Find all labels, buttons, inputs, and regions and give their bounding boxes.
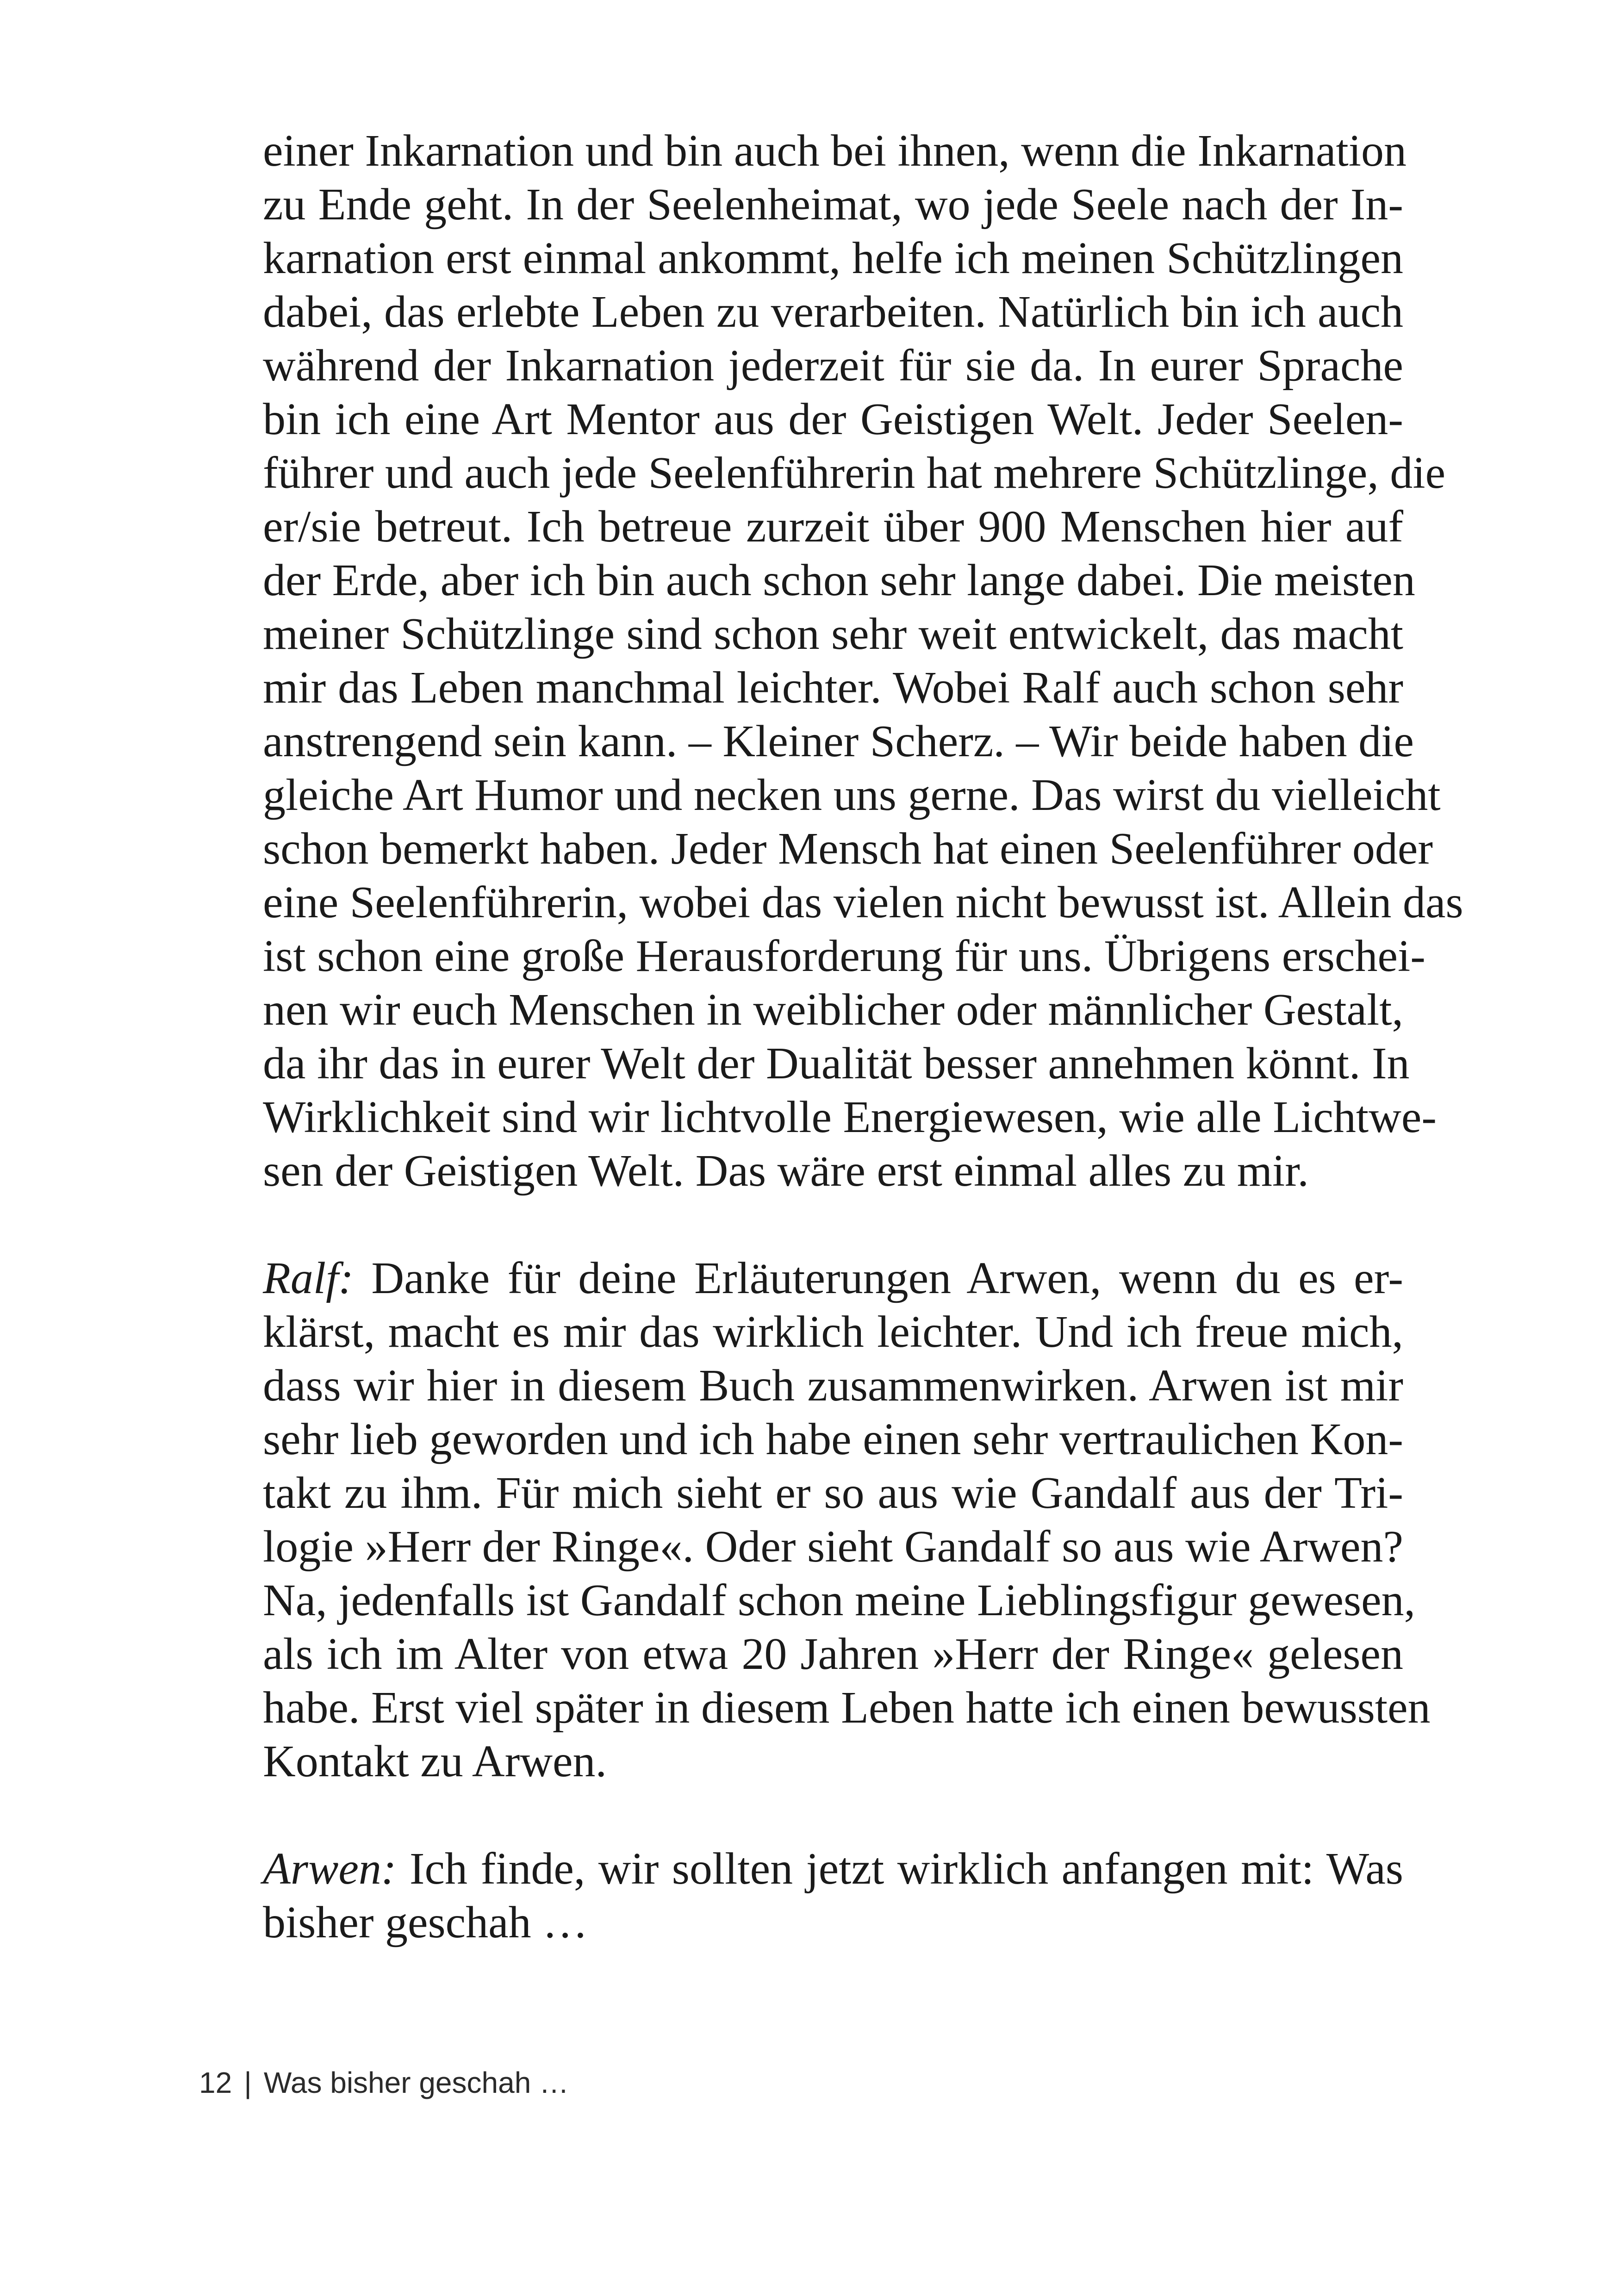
text-line	[263, 1896, 1403, 1949]
text-line	[263, 554, 1415, 607]
line-text: führer und auch jede Seelenführerin hat mehrere Schützlinge, die	[263, 448, 1446, 498]
text-line	[263, 715, 1414, 768]
line-text: mir das Leben manchmal leichter. Wobei Ralf auch schon sehr	[263, 663, 1403, 713]
line-text: Ich finde, wir sollten jetzt wirklich anfangen mit: Was	[396, 1844, 1403, 1894]
line-text: sen der Geistigen Welt. Das wäre erst einmal alles zu mir.	[263, 1146, 1309, 1196]
paragraph	[263, 1251, 1431, 1788]
line-text: sehr lieb geworden und ich habe einen sehr vertraulichen Kon-	[263, 1414, 1403, 1464]
line-text: dabei, das erlebte Leben zu verarbeiten. Natürlich bin ich auch	[263, 287, 1403, 337]
line-text: meiner Schützlinge sind schon sehr weit entwickelt, das macht	[263, 609, 1403, 659]
line-text: als ich im Alter von etwa 20 Jahren »Herr der Ringe« gelesen	[263, 1629, 1403, 1679]
text-line	[263, 1090, 1437, 1144]
paragraph	[263, 124, 1463, 1198]
text-line	[263, 1466, 1403, 1520]
text-line	[263, 178, 1403, 231]
text-line	[263, 1520, 1403, 1574]
line-text: Wirklichkeit sind wir lichtvolle Energiewesen, wie alle Lichtwe-	[263, 1092, 1437, 1142]
page-footer	[199, 2064, 569, 2101]
line-text: bisher geschah …	[263, 1898, 588, 1948]
text-line	[263, 1735, 1403, 1788]
text-line	[263, 339, 1403, 392]
line-text: der Erde, aber ich bin auch schon sehr lange dabei. Die meisten	[263, 555, 1415, 605]
text-line	[263, 1574, 1416, 1627]
text-line	[263, 1627, 1403, 1681]
text-line	[263, 661, 1403, 715]
footer-separator: |	[244, 2066, 252, 2099]
line-text: gleiche Art Humor und necken uns gerne. Das wirst du vielleicht	[263, 770, 1441, 820]
line-text: da ihr das in eurer Welt der Dualität besser annehmen könnt. In	[263, 1039, 1410, 1089]
paragraph-gap	[263, 1198, 1403, 1251]
text-line	[263, 1359, 1403, 1412]
line-text: schon bemerkt haben. Jeder Mensch hat einen Seelenführer oder	[263, 824, 1433, 874]
speaker-name: Ralf:	[263, 1253, 354, 1303]
text-line	[263, 231, 1403, 285]
line-text: Danke für deine Erläuterungen Arwen, wenn du es er-	[353, 1253, 1403, 1303]
line-text: takt zu ihm. Für mich sieht er so aus wie Gandalf aus der Tri-	[263, 1468, 1403, 1518]
line-text: karnation erst einmal ankommt, helfe ich meinen Schützlingen	[263, 233, 1403, 283]
text-line	[263, 124, 1406, 178]
text-line	[263, 876, 1463, 929]
text-line	[263, 768, 1441, 822]
line-text: Na, jedenfalls ist Gandalf schon meine Lieblingsfigur gewesen,	[263, 1575, 1416, 1625]
text-line	[263, 446, 1446, 500]
paragraph-gap	[263, 1788, 1403, 1842]
text-line	[263, 285, 1403, 339]
running-title: Was bisher geschah …	[263, 2066, 569, 2099]
text-line	[263, 500, 1403, 554]
text-line	[263, 1412, 1403, 1466]
text-line	[263, 1305, 1403, 1359]
paragraph	[263, 1842, 1403, 1949]
line-text: nen wir euch Menschen in weiblicher oder männlicher Gestalt,	[263, 985, 1403, 1035]
line-text: bin ich eine Art Mentor aus der Geistigen Welt. Jeder Seelen-	[263, 394, 1403, 444]
line-text: habe. Erst viel später in diesem Leben hatte ich einen bewussten	[263, 1683, 1431, 1733]
line-text: klärst, macht es mir das wirklich leichter. Und ich freue mich,	[263, 1307, 1403, 1357]
text-line	[263, 929, 1425, 983]
text-line	[263, 1144, 1403, 1198]
text-line	[263, 1681, 1431, 1735]
speaker-name: Arwen:	[263, 1844, 397, 1894]
line-text: einer Inkarnation und bin auch bei ihnen, wenn die Inkarnation	[263, 126, 1406, 176]
line-text: dass wir hier in diesem Buch zusammenwirken. Arwen ist mir	[263, 1361, 1403, 1411]
text-line	[263, 607, 1403, 661]
text-line	[263, 1251, 1403, 1305]
line-text: eine Seelenführerin, wobei das vielen nicht bewusst ist. Allein das	[263, 877, 1463, 927]
line-text: Kontakt zu Arwen.	[263, 1736, 607, 1786]
text-line	[263, 392, 1403, 446]
line-text: er/sie betreut. Ich betreue zurzeit über 900 Menschen hier auf	[263, 502, 1403, 552]
text-line	[263, 983, 1403, 1037]
text-line	[263, 1037, 1410, 1090]
line-text: zu Ende geht. In der Seelenheimat, wo jede Seele nach der In-	[263, 180, 1403, 230]
body-text	[263, 124, 1463, 1949]
line-text: anstrengend sein kann. – Kleiner Scherz. – Wir beide haben die	[263, 716, 1414, 766]
line-text: logie »Herr der Ringe«. Oder sieht Gandalf so aus wie Arwen?	[263, 1522, 1403, 1572]
line-text: während der Inkarnation jederzeit für sie da. In eurer Sprache	[263, 341, 1403, 391]
page-number: 12	[199, 2066, 232, 2099]
line-text: ist schon eine große Herausforderung für uns. Übrigens erschei-	[263, 931, 1425, 981]
text-line	[263, 822, 1433, 876]
text-line	[263, 1842, 1403, 1896]
